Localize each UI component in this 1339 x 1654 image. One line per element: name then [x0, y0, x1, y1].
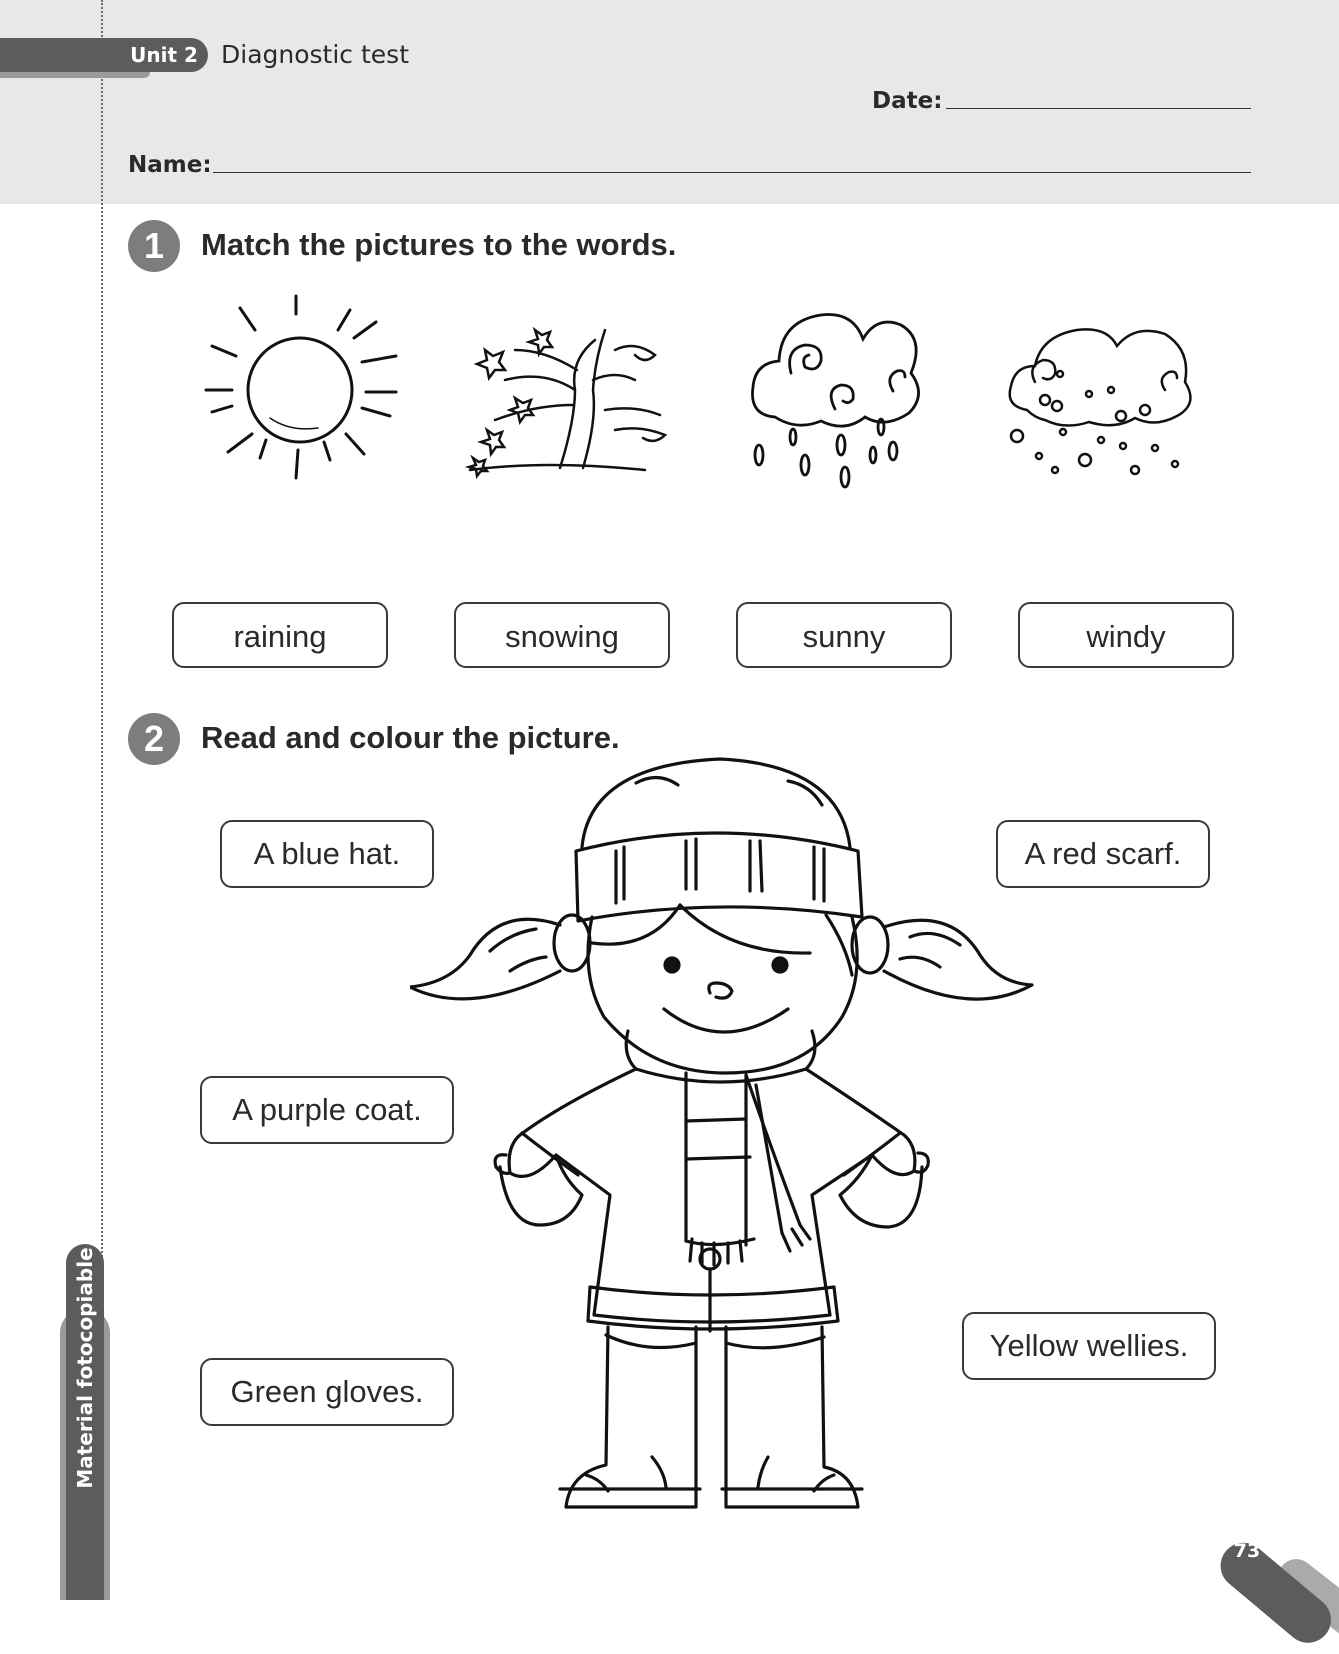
rain-cloud-icon: [745, 305, 935, 495]
word-snowing[interactable]: snowing: [454, 602, 670, 668]
snow-cloud-icon: [1005, 320, 1205, 490]
label-red-scarf: A red scarf.: [996, 820, 1210, 888]
question-2-number: 2: [128, 713, 180, 765]
photocopiable-label: Material fotocopiable: [73, 1247, 97, 1489]
label-purple-coat: A purple coat.: [200, 1076, 454, 1144]
windy-tree-icon: [465, 310, 675, 490]
unit-label: Unit 2: [130, 43, 198, 67]
page-title: Diagnostic test: [221, 40, 410, 69]
label-yellow-wellies: Yellow wellies.: [962, 1312, 1216, 1380]
name-label: Name:: [128, 152, 212, 178]
question-1-number: 1: [128, 220, 180, 272]
label-blue-hat: A blue hat.: [220, 820, 434, 888]
date-label: Date:: [872, 88, 943, 114]
label-green-gloves: Green gloves.: [200, 1358, 454, 1426]
sun-icon: [200, 290, 405, 490]
date-field[interactable]: [946, 108, 1251, 109]
word-windy[interactable]: windy: [1018, 602, 1234, 668]
page-number: 73: [1233, 1540, 1261, 1562]
word-sunny[interactable]: sunny: [736, 602, 952, 668]
word-raining[interactable]: raining: [172, 602, 388, 668]
question-2-instruction: Read and colour the picture.: [201, 720, 620, 755]
name-field[interactable]: [213, 172, 1251, 173]
question-1-instruction: Match the pictures to the words.: [201, 227, 677, 262]
girl-in-winter-clothes-picture[interactable]: [410, 755, 1050, 1530]
